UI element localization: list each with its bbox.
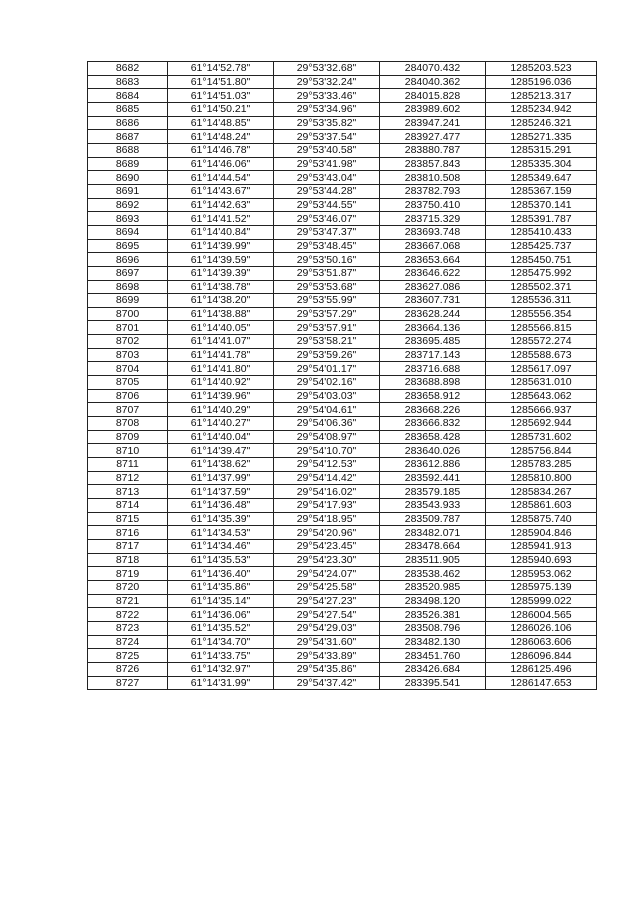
y-coordinate-cell: 1286026.106 [486,621,597,635]
longitude-cell: 29°54'04.61" [274,403,380,417]
table-row [88,143,597,157]
x-coordinate-cell: 283482.130 [380,635,486,649]
longitude-cell: 29°53'47.37" [274,225,380,239]
latitude-cell: 61°14'35.52" [168,621,274,635]
table-row [88,499,597,513]
longitude-cell: 29°54'29.03" [274,621,380,635]
latitude-cell: 61°14'33.75" [168,649,274,663]
y-coordinate-cell: 1285349.647 [486,171,597,185]
latitude-cell: 61°14'41.78" [168,348,274,362]
table-row [88,458,597,472]
y-coordinate-cell: 1285731.602 [486,430,597,444]
point-number-cell: 8718 [88,553,168,567]
point-number-cell: 8699 [88,294,168,308]
y-coordinate-cell: 1286125.496 [486,662,597,676]
point-number-cell: 8706 [88,389,168,403]
x-coordinate-cell: 283715.329 [380,212,486,226]
longitude-cell: 29°53'37.54" [274,130,380,144]
table-row [88,417,597,431]
table-row [88,403,597,417]
latitude-cell: 61°14'35.14" [168,594,274,608]
table-row [88,157,597,171]
latitude-cell: 61°14'51.03" [168,89,274,103]
longitude-cell: 29°54'10.70" [274,444,380,458]
y-coordinate-cell: 1285196.036 [486,75,597,89]
y-coordinate-cell: 1285617.097 [486,362,597,376]
latitude-cell: 61°14'35.53" [168,553,274,567]
x-coordinate-cell: 283520.985 [380,580,486,594]
point-number-cell: 8702 [88,335,168,349]
table-row [88,621,597,635]
latitude-cell: 61°14'41.07" [168,335,274,349]
table-row [88,471,597,485]
longitude-cell: 29°54'25.58" [274,580,380,594]
y-coordinate-cell: 1285904.846 [486,526,597,540]
table-row [88,321,597,335]
y-coordinate-cell: 1285391.787 [486,212,597,226]
y-coordinate-cell: 1285643.062 [486,389,597,403]
x-coordinate-cell: 283666.832 [380,417,486,431]
longitude-cell: 29°54'35.86" [274,662,380,676]
y-coordinate-cell: 1285875.740 [486,512,597,526]
x-coordinate-cell: 283498.120 [380,594,486,608]
y-coordinate-cell: 1285756.844 [486,444,597,458]
point-number-cell: 8712 [88,471,168,485]
longitude-cell: 29°53'32.68" [274,62,380,76]
point-number-cell: 8704 [88,362,168,376]
latitude-cell: 61°14'38.78" [168,280,274,294]
point-number-cell: 8698 [88,280,168,294]
x-coordinate-cell: 283989.602 [380,102,486,116]
table-row [88,485,597,499]
latitude-cell: 61°14'46.78" [168,143,274,157]
x-coordinate-cell: 283782.793 [380,184,486,198]
x-coordinate-cell: 283451.760 [380,649,486,663]
x-coordinate-cell: 283426.684 [380,662,486,676]
x-coordinate-cell: 283688.898 [380,376,486,390]
point-number-cell: 8713 [88,485,168,499]
longitude-cell: 29°53'35.82" [274,116,380,130]
longitude-cell: 29°54'23.30" [274,553,380,567]
latitude-cell: 61°14'38.20" [168,294,274,308]
table-row [88,171,597,185]
point-number-cell: 8693 [88,212,168,226]
longitude-cell: 29°53'55.99" [274,294,380,308]
latitude-cell: 61°14'40.05" [168,321,274,335]
y-coordinate-cell: 1286096.844 [486,649,597,663]
latitude-cell: 61°14'39.47" [168,444,274,458]
y-coordinate-cell: 1285572.274 [486,335,597,349]
table-row [88,116,597,130]
x-coordinate-cell: 283667.068 [380,239,486,253]
table-row [88,89,597,103]
latitude-cell: 61°14'39.39" [168,266,274,280]
longitude-cell: 29°53'46.07" [274,212,380,226]
point-number-cell: 8727 [88,676,168,690]
point-number-cell: 8694 [88,225,168,239]
point-number-cell: 8696 [88,253,168,267]
point-number-cell: 8719 [88,567,168,581]
y-coordinate-cell: 1285367.159 [486,184,597,198]
longitude-cell: 29°54'27.23" [274,594,380,608]
table-row [88,75,597,89]
x-coordinate-cell: 283508.796 [380,621,486,635]
longitude-cell: 29°54'18.95" [274,512,380,526]
y-coordinate-cell: 1285213.317 [486,89,597,103]
latitude-cell: 61°14'40.84" [168,225,274,239]
x-coordinate-cell: 284070.432 [380,62,486,76]
point-number-cell: 8711 [88,458,168,472]
longitude-cell: 29°53'33.46" [274,89,380,103]
point-number-cell: 8716 [88,526,168,540]
x-coordinate-cell: 283668.226 [380,403,486,417]
longitude-cell: 29°54'23.45" [274,539,380,553]
point-number-cell: 8691 [88,184,168,198]
longitude-cell: 29°53'44.55" [274,198,380,212]
y-coordinate-cell: 1285410.433 [486,225,597,239]
latitude-cell: 61°14'36.06" [168,608,274,622]
point-number-cell: 8682 [88,62,168,76]
y-coordinate-cell: 1285234.942 [486,102,597,116]
x-coordinate-cell: 283880.787 [380,143,486,157]
y-coordinate-cell: 1285536.311 [486,294,597,308]
latitude-cell: 61°14'36.40" [168,567,274,581]
table-row [88,225,597,239]
point-number-cell: 8705 [88,376,168,390]
table-row [88,526,597,540]
table-row [88,198,597,212]
x-coordinate-cell: 283627.086 [380,280,486,294]
y-coordinate-cell: 1285370.141 [486,198,597,212]
x-coordinate-cell: 283716.688 [380,362,486,376]
table-row [88,307,597,321]
x-coordinate-cell: 283511.905 [380,553,486,567]
longitude-cell: 29°53'34.96" [274,102,380,116]
longitude-cell: 29°54'20.96" [274,526,380,540]
longitude-cell: 29°54'37.42" [274,676,380,690]
y-coordinate-cell: 1285666.937 [486,403,597,417]
table-row [88,553,597,567]
table-row [88,635,597,649]
latitude-cell: 61°14'38.88" [168,307,274,321]
longitude-cell: 29°53'40.58" [274,143,380,157]
y-coordinate-cell: 1285315.291 [486,143,597,157]
latitude-cell: 61°14'40.92" [168,376,274,390]
point-number-cell: 8690 [88,171,168,185]
latitude-cell: 61°14'36.48" [168,499,274,513]
y-coordinate-cell: 1285975.139 [486,580,597,594]
y-coordinate-cell: 1285999.022 [486,594,597,608]
table-row [88,62,597,76]
y-coordinate-cell: 1285203.523 [486,62,597,76]
x-coordinate-cell: 284040.362 [380,75,486,89]
latitude-cell: 61°14'48.24" [168,130,274,144]
y-coordinate-cell: 1286004.565 [486,608,597,622]
table-row [88,130,597,144]
x-coordinate-cell: 283607.731 [380,294,486,308]
table-row [88,512,597,526]
x-coordinate-cell: 283592.441 [380,471,486,485]
latitude-cell: 61°14'40.27" [168,417,274,431]
x-coordinate-cell: 283658.428 [380,430,486,444]
table-row [88,239,597,253]
table-row [88,580,597,594]
x-coordinate-cell: 283628.244 [380,307,486,321]
point-number-cell: 8724 [88,635,168,649]
table-row [88,280,597,294]
x-coordinate-cell: 283478.664 [380,539,486,553]
y-coordinate-cell: 1285783.285 [486,458,597,472]
point-number-cell: 8708 [88,417,168,431]
y-coordinate-cell: 1285941.913 [486,539,597,553]
longitude-cell: 29°53'57.91" [274,321,380,335]
table-row [88,294,597,308]
latitude-cell: 61°14'52.78" [168,62,274,76]
table-row [88,594,597,608]
longitude-cell: 29°54'27.54" [274,608,380,622]
x-coordinate-cell: 283646.622 [380,266,486,280]
x-coordinate-cell: 283750.410 [380,198,486,212]
table-row [88,348,597,362]
latitude-cell: 61°14'48.85" [168,116,274,130]
latitude-cell: 61°14'35.39" [168,512,274,526]
longitude-cell: 29°54'08.97" [274,430,380,444]
table-row [88,649,597,663]
y-coordinate-cell: 1285692.944 [486,417,597,431]
latitude-cell: 61°14'40.04" [168,430,274,444]
point-number-cell: 8726 [88,662,168,676]
point-number-cell: 8688 [88,143,168,157]
longitude-cell: 29°54'12.53" [274,458,380,472]
point-number-cell: 8695 [88,239,168,253]
y-coordinate-cell: 1285940.693 [486,553,597,567]
y-coordinate-cell: 1285450.751 [486,253,597,267]
y-coordinate-cell: 1285425.737 [486,239,597,253]
table-row [88,567,597,581]
point-number-cell: 8701 [88,321,168,335]
x-coordinate-cell: 283538.462 [380,567,486,581]
table-row [88,539,597,553]
longitude-cell: 29°53'57.29" [274,307,380,321]
table-row [88,335,597,349]
table-row [88,266,597,280]
latitude-cell: 61°14'43.67" [168,184,274,198]
point-number-cell: 8697 [88,266,168,280]
y-coordinate-cell: 1285335.304 [486,157,597,171]
y-coordinate-cell: 1285953.062 [486,567,597,581]
point-number-cell: 8722 [88,608,168,622]
longitude-cell: 29°53'48.45" [274,239,380,253]
point-number-cell: 8707 [88,403,168,417]
latitude-cell: 61°14'31.99" [168,676,274,690]
latitude-cell: 61°14'37.99" [168,471,274,485]
table-row [88,102,597,116]
y-coordinate-cell: 1285246.321 [486,116,597,130]
y-coordinate-cell: 1285475.992 [486,266,597,280]
y-coordinate-cell: 1285588.673 [486,348,597,362]
y-coordinate-cell: 1285631.010 [486,376,597,390]
point-number-cell: 8709 [88,430,168,444]
table-row [88,376,597,390]
latitude-cell: 61°14'34.46" [168,539,274,553]
x-coordinate-cell: 283653.664 [380,253,486,267]
point-number-cell: 8715 [88,512,168,526]
table-row [88,676,597,690]
x-coordinate-cell: 283717.143 [380,348,486,362]
coordinates-table [87,61,597,690]
x-coordinate-cell: 283857.843 [380,157,486,171]
longitude-cell: 29°54'03.03" [274,389,380,403]
longitude-cell: 29°54'06.36" [274,417,380,431]
latitude-cell: 61°14'44.54" [168,171,274,185]
longitude-cell: 29°54'33.89" [274,649,380,663]
x-coordinate-cell: 283526.381 [380,608,486,622]
x-coordinate-cell: 283695.485 [380,335,486,349]
point-number-cell: 8683 [88,75,168,89]
table-row [88,362,597,376]
x-coordinate-cell: 283395.541 [380,676,486,690]
longitude-cell: 29°54'14.42" [274,471,380,485]
table-row [88,430,597,444]
x-coordinate-cell: 284015.828 [380,89,486,103]
longitude-cell: 29°53'53.68" [274,280,380,294]
latitude-cell: 61°14'41.80" [168,362,274,376]
latitude-cell: 61°14'40.29" [168,403,274,417]
y-coordinate-cell: 1285566.815 [486,321,597,335]
point-number-cell: 8692 [88,198,168,212]
latitude-cell: 61°14'46.06" [168,157,274,171]
y-coordinate-cell: 1285861.603 [486,499,597,513]
coordinates-table-body [88,62,597,690]
table-row [88,662,597,676]
latitude-cell: 61°14'37.59" [168,485,274,499]
longitude-cell: 29°54'24.07" [274,567,380,581]
latitude-cell: 61°14'39.59" [168,253,274,267]
longitude-cell: 29°53'32.24" [274,75,380,89]
longitude-cell: 29°53'51.87" [274,266,380,280]
longitude-cell: 29°53'59.26" [274,348,380,362]
y-coordinate-cell: 1285502.371 [486,280,597,294]
table-row [88,184,597,198]
latitude-cell: 61°14'50.21" [168,102,274,116]
x-coordinate-cell: 283482.071 [380,526,486,540]
x-coordinate-cell: 283664.136 [380,321,486,335]
point-number-cell: 8717 [88,539,168,553]
longitude-cell: 29°53'58.21" [274,335,380,349]
latitude-cell: 61°14'42.63" [168,198,274,212]
point-number-cell: 8685 [88,102,168,116]
point-number-cell: 8725 [88,649,168,663]
table-row [88,444,597,458]
latitude-cell: 61°14'39.96" [168,389,274,403]
longitude-cell: 29°53'50.16" [274,253,380,267]
x-coordinate-cell: 283640.026 [380,444,486,458]
x-coordinate-cell: 283947.241 [380,116,486,130]
y-coordinate-cell: 1285556.354 [486,307,597,321]
y-coordinate-cell: 1286147.653 [486,676,597,690]
latitude-cell: 61°14'34.53" [168,526,274,540]
latitude-cell: 61°14'51.80" [168,75,274,89]
y-coordinate-cell: 1285271.335 [486,130,597,144]
table-row [88,253,597,267]
x-coordinate-cell: 283509.787 [380,512,486,526]
longitude-cell: 29°54'02.16" [274,376,380,390]
x-coordinate-cell: 283693.748 [380,225,486,239]
longitude-cell: 29°53'41.98" [274,157,380,171]
x-coordinate-cell: 283658.912 [380,389,486,403]
point-number-cell: 8703 [88,348,168,362]
latitude-cell: 61°14'32.97" [168,662,274,676]
x-coordinate-cell: 283543.933 [380,499,486,513]
latitude-cell: 61°14'41.52" [168,212,274,226]
longitude-cell: 29°54'31.60" [274,635,380,649]
y-coordinate-cell: 1286063.606 [486,635,597,649]
x-coordinate-cell: 283810.508 [380,171,486,185]
longitude-cell: 29°53'43.04" [274,171,380,185]
point-number-cell: 8720 [88,580,168,594]
y-coordinate-cell: 1285834.267 [486,485,597,499]
latitude-cell: 61°14'35.86" [168,580,274,594]
latitude-cell: 61°14'39.99" [168,239,274,253]
y-coordinate-cell: 1285810.800 [486,471,597,485]
point-number-cell: 8723 [88,621,168,635]
longitude-cell: 29°54'01.17" [274,362,380,376]
latitude-cell: 61°14'34.70" [168,635,274,649]
x-coordinate-cell: 283612.886 [380,458,486,472]
point-number-cell: 8686 [88,116,168,130]
x-coordinate-cell: 283579.185 [380,485,486,499]
longitude-cell: 29°54'17.93" [274,499,380,513]
table-row [88,389,597,403]
latitude-cell: 61°14'38.62" [168,458,274,472]
point-number-cell: 8714 [88,499,168,513]
point-number-cell: 8721 [88,594,168,608]
point-number-cell: 8687 [88,130,168,144]
table-row [88,608,597,622]
longitude-cell: 29°54'16.02" [274,485,380,499]
point-number-cell: 8700 [88,307,168,321]
point-number-cell: 8689 [88,157,168,171]
point-number-cell: 8684 [88,89,168,103]
longitude-cell: 29°53'44.28" [274,184,380,198]
point-number-cell: 8710 [88,444,168,458]
x-coordinate-cell: 283927.477 [380,130,486,144]
table-row [88,212,597,226]
